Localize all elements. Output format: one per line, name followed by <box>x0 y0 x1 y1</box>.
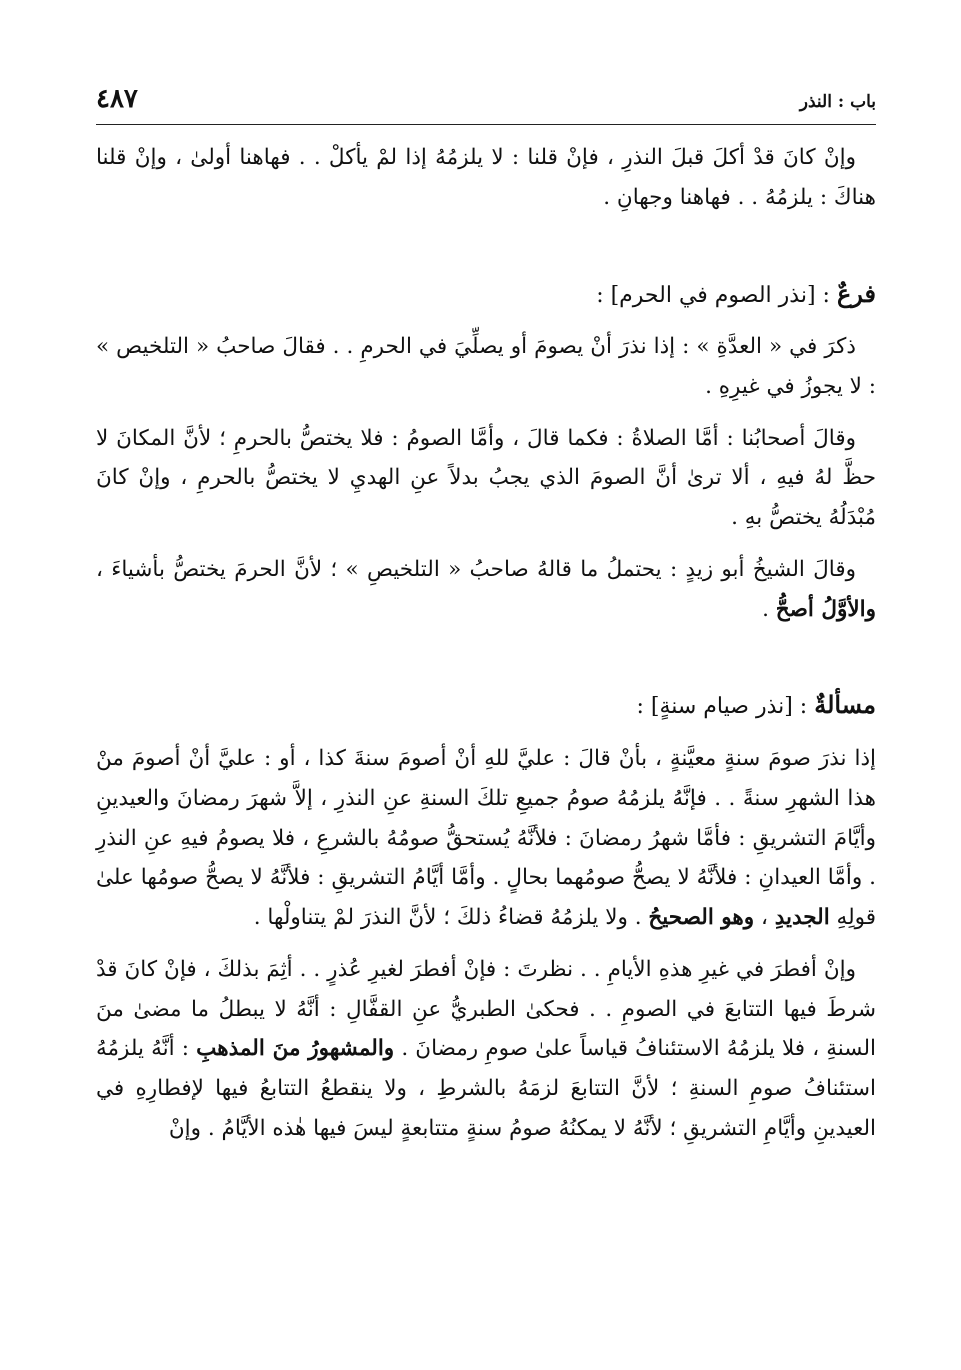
text-run: وإنْ أفطرَ في غيرِ هذهِ الأيامِ . . نظرتَ : فإنْ أفطرَ لغيرِ عُذرٍ . . أثِمَ بذلكَ ، فإنْ كانَ قدْ شرطَ فيها التتابعَ في الصومِ . . فحكىٰ الطبريُّ عنِ القفَّالِ : أنَّهُ لا يبطلُ ما مضىٰ منَ السنةِ ، فلا يلزمُهُ الاستئنافُ قياساً علىٰ صومِ رمضانَ . <box>96 956 876 1062</box>
section-title: : [نذر صيام سنةٍ] : <box>636 694 808 720</box>
paragraph: وإنْ كانَ قدْ أكلَ قبلَ النذرِ ، فإنْ قلنا : لا يلزمُهُ إذا لمْ يأكلْ . . فهاهنا أولىٰ ، وإنْ قلنا هناكَ : يلزمُهُ . . فهاهنا وجهانِ . <box>96 145 876 210</box>
text-run: . ولا يلزمُهُ قضاءُ ذلكَ ؛ لأنَّ النذرَ لمْ يتناولْها . <box>253 905 649 931</box>
section-heading-far <box>96 272 876 316</box>
bold-text-run: والمشهورُ منَ المذهبِ <box>196 1036 395 1062</box>
section-title: : [نذر الصوم في الحرم] : <box>596 282 830 308</box>
body-text <box>96 138 876 1149</box>
text-run: وقالَ الشيخُ أبو زيدٍ : يحتملُ ما قالهُ صاحبُ « التلخيصِ » ؛ لأنَّ الحرمَ يختصُّ بأشياءَ ، <box>96 556 856 582</box>
text-run: إذا نذرَ صومَ سنةٍ معيَّنةٍ ، بأنْ قالَ : عليَّ للهِ أنْ أصومَ سنةَ كذا ، أو : عليَّ أنْ أصومَ منْ هذا الشهرِ سنةً . . فإنَّهُ يلزمُهُ صومُ جميعِ تلكَ السنةِ عنِ النذرِ ، إلاَّ شهرَ رمضانَ والعيدينِ وأيَّامَ التشريقِ : فأمَّا شهرُ رمضانَ : فلأنَّهُ يُستحقُّ صومُهُ بالشرعِ ، فلا يصومُ فيهِ عنِ النذرِ . وأمَّا العيدانِ : فلأنَّهُ لا يصحُّ صومُهما بحالٍ . وأمَّا أيَّامُ التشريقِ : فلأنَّهُ لا يصحُّ صومُها علىٰ قولِهِ <box>96 746 876 931</box>
bold-text-run: وهو الصحيحُ <box>648 905 755 931</box>
section-keyword: مسألةٌ <box>814 690 876 720</box>
section-heading-masala <box>96 683 876 727</box>
paragraph <box>96 950 876 1149</box>
text-run: : أنَّهُ يلزمُهُ استئنافُ صومِ السنةِ ؛ لأنَّ التتابعَ لزمَهُ بالشرطِ ، ولا ينقطعُ التتابعُ فيها لإفطارِهِ في العيدينِ وأيَّامِ التشريقِ ؛ لأنَّهُ لا يمكنُهُ صومُ سنةٍ متتابعةٍ ليسَ فيها هٰذه الأيَّامُ . وإنْ <box>96 1036 876 1141</box>
bold-text-run: الجديدِ <box>774 905 830 931</box>
page-number: ٤٨٧ <box>96 84 138 114</box>
section-keyword: فرعٌ <box>836 278 876 308</box>
bold-text-run: والأوَّلُ أصحُّ <box>775 596 876 622</box>
chapter-title: باب : النذر <box>799 92 876 112</box>
running-header <box>96 80 876 125</box>
paragraph <box>96 550 876 630</box>
paragraph: وقالَ أصحابُنا : أمَّا الصلاةُ : فكما قالَ ، وأمَّا الصومُ : فلا يختصُّ بالحرمِ ؛ لأنَّ المكانَ لا حظَّ لهُ فيهِ ، ألا ترىٰ أنَّ الصومَ الذي يجبُ بدلاً عنِ الهديِ لا يختصُّ بالحرمِ ، وإنْ كانَ مُبْدَلُهُ يختصُّ بهِ . <box>96 425 876 531</box>
document-page <box>96 80 876 1350</box>
text-run: ، <box>754 905 775 931</box>
text-run: . <box>762 596 776 622</box>
paragraph: ذكرَ في « العدَّةِ » : إذا نذرَ أنْ يصومَ أو يصلِّيَ في الحرمِ . . فقالَ صاحبُ « التلخيص » : لا يجوزُ في غيرِهِ . <box>96 334 876 399</box>
paragraph <box>96 739 876 938</box>
